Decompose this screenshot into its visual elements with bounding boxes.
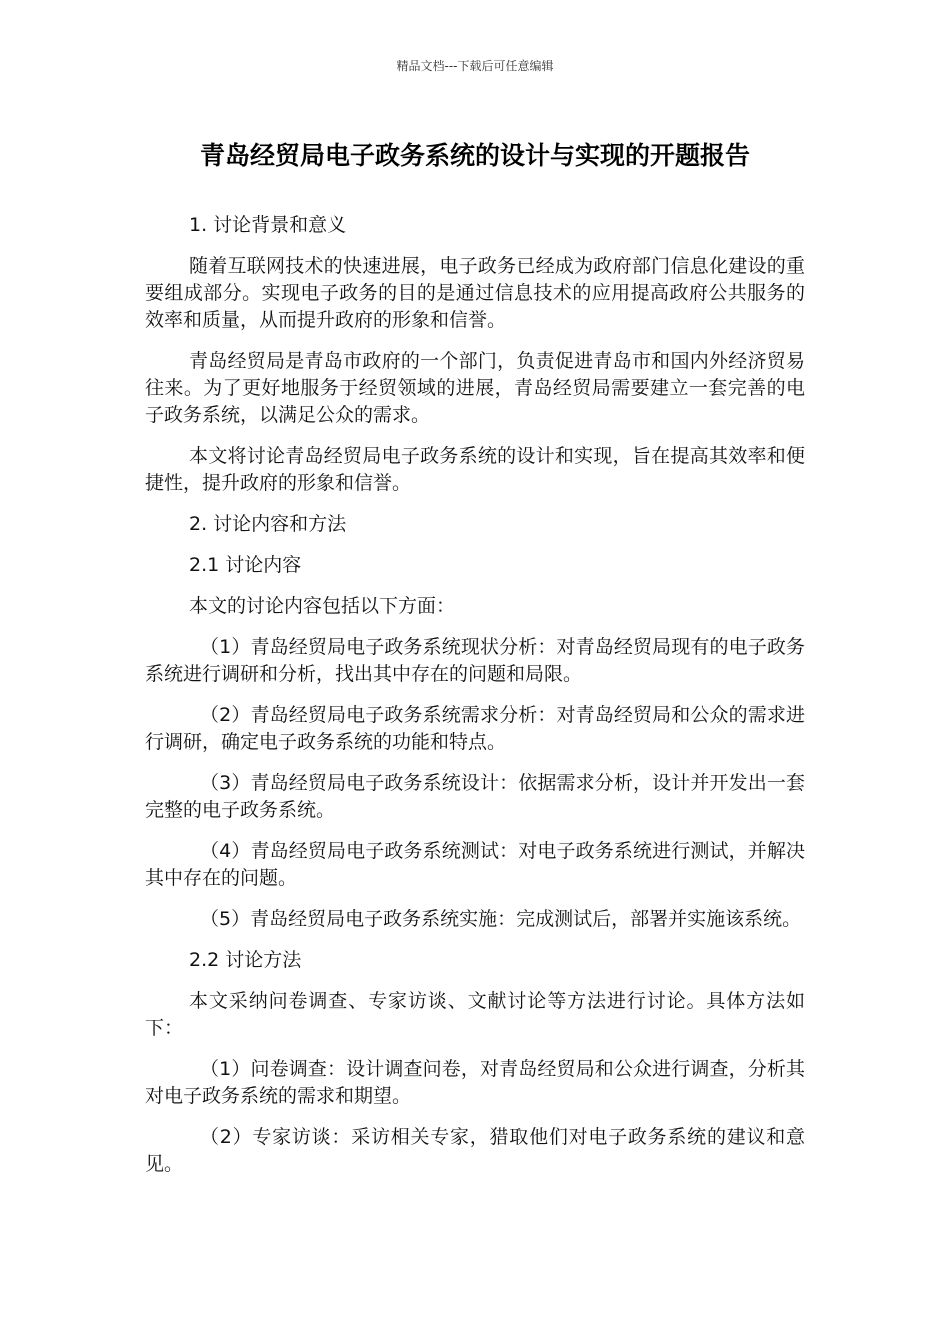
list-item-content-3: （3）青岛经贸局电子政务系统设计：依据需求分析，设计并开发出一套完整的电子政务系统。 [145, 772, 805, 821]
document-title: 青岛经贸局电子政务系统的设计与实现的开题报告 [199, 141, 750, 170]
list-item-content-5: （5）青岛经贸局电子政务系统实施：完成测试后，部署并实施该系统。 [200, 908, 802, 930]
subsection-heading-2-2: 2.2 讨论方法 [189, 949, 302, 971]
paragraph-content-intro: 本文的讨论内容包括以下方面： [189, 595, 456, 617]
paragraph-background-2: 青岛经贸局是青岛市政府的一个部门，负责促进青岛市和国内外经济贸易往来。为了更好地服务于经贸领域的进展，青岛经贸局需要建立一套完善的电子政务系统，以满足公众的需求。 [145, 350, 805, 426]
paragraph-method-intro: 本文采纳问卷调查、专家访谈、文献讨论等方法进行讨论。具体方法如下： [145, 990, 805, 1039]
list-item-method-1: （1）问卷调查：设计调查问卷，对青岛经贸局和公众进行调查，分析其对电子政务系统的需求和期望。 [145, 1058, 805, 1107]
document-body [145, 212, 805, 1192]
paragraph-background-3: 本文将讨论青岛经贸局电子政务系统的设计和实现，旨在提高其效率和便捷性，提升政府的形象和信誉。 [145, 445, 805, 494]
paragraph-background-1: 随着互联网技术的快速进展，电子政务已经成为政府部门信息化建设的重要组成部分。实现电子政务的目的是通过信息技术的应用提高政府公共服务的效率和质量，从而提升政府的形象和信誉。 [145, 255, 805, 331]
list-item-content-2: （2）青岛经贸局电子政务系统需求分析：对青岛经贸局和公众的需求进行调研，确定电子政务系统的功能和特点。 [145, 704, 805, 753]
list-item-method-2: （2）专家访谈：采访相关专家，猎取他们对电子政务系统的建议和意见。 [145, 1126, 805, 1175]
list-item-content-4: （4）青岛经贸局电子政务系统测试：对电子政务系统进行测试，并解决其中存在的问题。 [145, 840, 805, 889]
page-header-note: 精品文档---下载后可任意编辑 [396, 59, 554, 73]
section-heading-1: 1. 讨论背景和意义 [189, 214, 347, 236]
list-item-content-1: （1）青岛经贸局电子政务系统现状分析：对青岛经贸局现有的电子政务系统进行调研和分析，找出其中存在的问题和局限。 [145, 636, 805, 685]
subsection-heading-2-1: 2.1 讨论内容 [189, 554, 302, 576]
section-heading-2: 2. 讨论内容和方法 [189, 513, 347, 535]
